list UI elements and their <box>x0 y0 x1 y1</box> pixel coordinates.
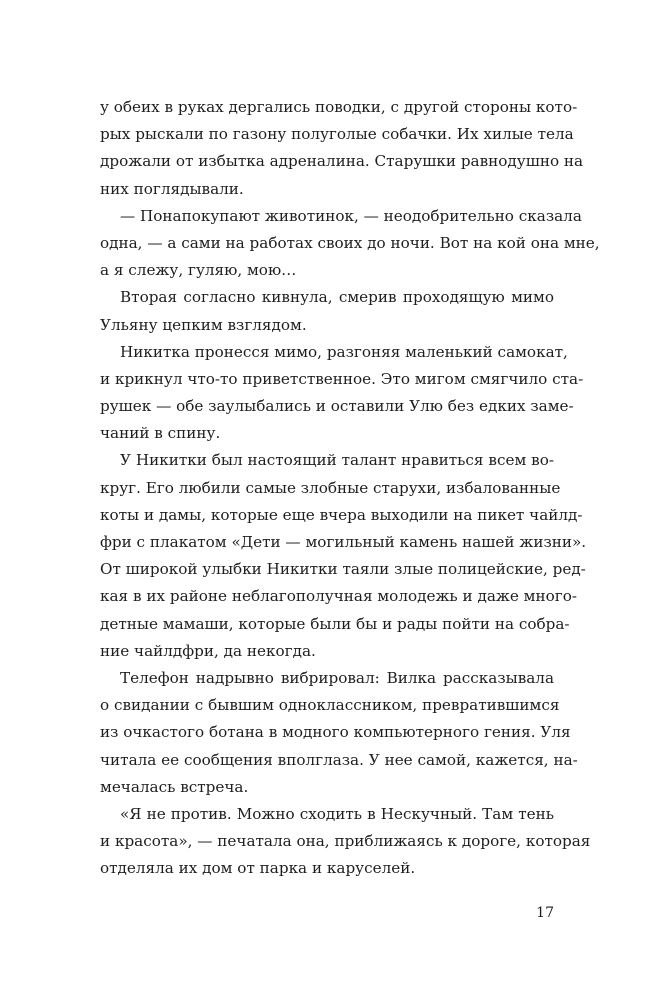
text-line: коты и дамы, которые еще вчера выходили на пикет чайлд- <box>100 505 583 524</box>
page-number: 17 <box>536 905 554 921</box>
text-line: От широкой улыбки Никитки таяли злые полицейские, ред- <box>100 560 586 579</box>
text-line: У Никитки был настоящий талант нравиться всем во- <box>120 451 554 470</box>
text-line: круг. Его любили самые злобные старухи, избалованные <box>100 478 561 497</box>
text-line: мечалась встреча. <box>100 777 249 796</box>
text-line: и красота», — печатала она, приближаясь к дороге, которая <box>100 832 591 851</box>
text-line: Никитка пронесся мимо, разгоняя маленький самокат, <box>120 342 568 361</box>
text-line: Ульяну цепким взглядом. <box>100 315 307 334</box>
text-line: — Понапокупают животинок, — неодобрительно сказала <box>120 206 582 225</box>
text-line: одна, — а сами на работах своих до ночи. Вот на кой она мне, <box>100 233 600 252</box>
text-line: них поглядывали. <box>100 179 244 198</box>
text-line: ние чайлдфри, да некогда. <box>100 641 316 660</box>
text-line: дрожали от избытка адреналина. Старушки равнодушно на <box>100 152 584 171</box>
text-line: кая в их районе неблагополучная молодежь и даже много- <box>100 587 577 606</box>
text-line: рых рыскали по газону полуголые собачки. Их хилые тела <box>100 125 574 144</box>
text-line: и крикнул что-то приветственное. Это мигом смягчило ста- <box>100 369 584 388</box>
body-text <box>100 94 600 882</box>
text-line: о свидании с бывшим одноклассником, превратившимся <box>100 696 560 715</box>
text-line: «Я не против. Можно сходить в Нескучный. Там тень <box>120 804 554 823</box>
text-line: детные мамаши, которые были бы и рады пойти на собра- <box>100 614 570 633</box>
text-line: Вторая согласно кивнула, смерив проходящую мимо <box>120 288 554 307</box>
text-line: фри с плакатом «Дети — могильный камень нашей жизни». <box>100 533 587 551</box>
text-line: чаний в спину. <box>100 424 221 443</box>
text-line: а я слежу, гуляю, мою… <box>100 261 297 280</box>
text-line: рушек — обе заулыбались и оставили Улю без едких заме- <box>100 397 574 416</box>
text-line: Телефон надрывно вибрировал: Вилка рассказывала <box>120 668 554 687</box>
text-line: отделяла их дом от парка и каруселей. <box>100 859 416 878</box>
text-line: читала ее сообщения вполглаза. У нее самой, кажется, на- <box>100 750 578 769</box>
text-line: у обеих в руках дергались поводки, с другой стороны кото- <box>100 98 578 116</box>
text-line: из очкастого ботана в модного компьютерного гения. Уля <box>100 723 571 742</box>
